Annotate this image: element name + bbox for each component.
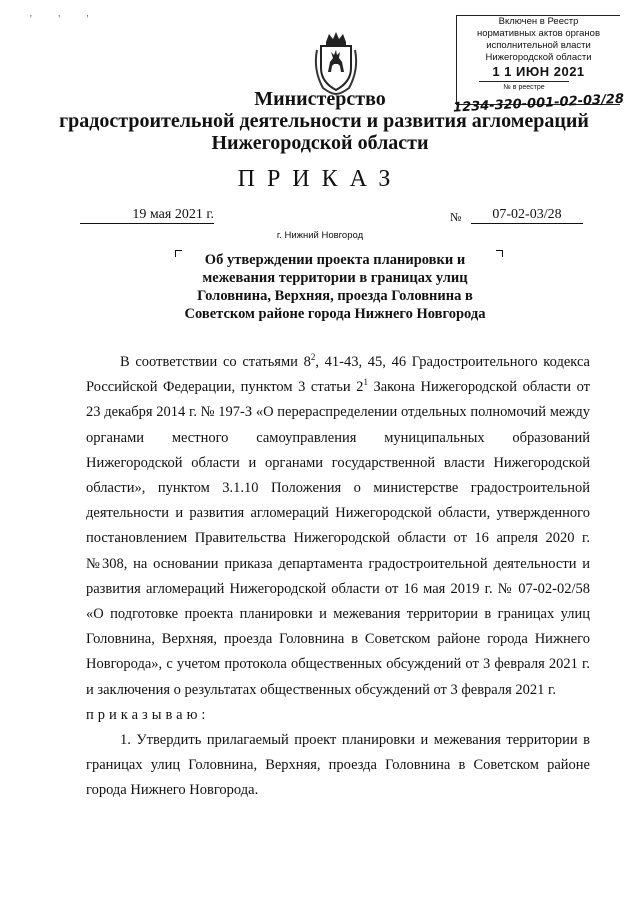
ministry-name-line-1: Министерство [254, 88, 386, 110]
document-type: ПРИКАЗ [237, 166, 403, 192]
preamble-paragraph [86, 350, 590, 703]
handwritten-registry-number: 1234-320-001-02-03/28 [452, 91, 625, 116]
stamp-registry-label: № в реестре [479, 81, 569, 94]
scan-specks: ' ' ' [30, 14, 101, 25]
order-body [86, 350, 590, 804]
order-number: 07-02-03/28 [471, 207, 583, 224]
stamp-date: 1 1 ИЮН 2021 [492, 64, 585, 79]
preamble-text-b: , 41-43, 45, 46 Градостроительного кодекса Российской Федерации, пунктом 3 статьи 2 [86, 354, 590, 396]
title-line: Об утверждении проекта планировки и [204, 252, 466, 268]
order-date: 19 мая 2021 г. [80, 207, 214, 224]
order-number-label: № [450, 210, 462, 224]
stamp-line: исполнительной власти [486, 40, 591, 51]
title-line: Советском районе города Нижнего Новгорода [184, 306, 486, 322]
superscript: 2 [310, 352, 316, 363]
stamp-line: Нижегородской области [485, 52, 592, 63]
title-line: Головнина, Верхняя, проезда Головнина в [197, 288, 473, 304]
stamp-line: нормативных актов органов [476, 28, 601, 39]
preamble-text-c: Закона Нижегородской области от 23 декабря 2014 г. № 197-З «О перераспределении отдельных полномочий между органами местного самоуправления муниципальных образований Нижегородской области и органами государственной власти Нижегородской области», пунктом 3.1.10 Положения о министерстве градостроительной деятельности и развития агломераций Нижегородской области, утвержденного постановлением Правительства Нижегородской области от 16 апреля 2020 г. №308, на основании приказа департамента градостроительной деятельности и развития агломераций Нижегородской области от 16 мая 2019 г. № 07-02-02/58 «О подготовке проекта планировки и межевания территории в границах улиц Головнина, Верхняя, проезда Головнина в Советском районе города Нижнего Новгорода», с учетом протокола общественных обсуждений от 3 февраля 2021 г. и заключения о результатах общественных обсуждений от 3 февраля 2021 г. [86, 379, 590, 698]
preamble-text-a: В соответствии со статьями 8 [120, 354, 311, 370]
title-line: межевания территории в границах улиц [202, 270, 468, 286]
ministry-name-line-3: Нижегородской области [211, 132, 429, 154]
order-title [150, 251, 520, 323]
ministry-name-line-2: градостроительной деятельности и развития агломераций [59, 110, 589, 132]
stamp-line: Включен в Реестр [498, 16, 579, 27]
order-item-1: 1. Утвердить прилагаемый проект планировки и межевания территории в границах улиц Головнина, Верхняя, проезда Головнина в Советском районе города Нижнего Новгорода. [86, 732, 590, 799]
order-word: приказываю: [86, 706, 210, 723]
city: г. Нижний Новгород [276, 230, 364, 241]
superscript: 1 [363, 377, 368, 388]
coat-of-arms-emblem [311, 30, 361, 96]
